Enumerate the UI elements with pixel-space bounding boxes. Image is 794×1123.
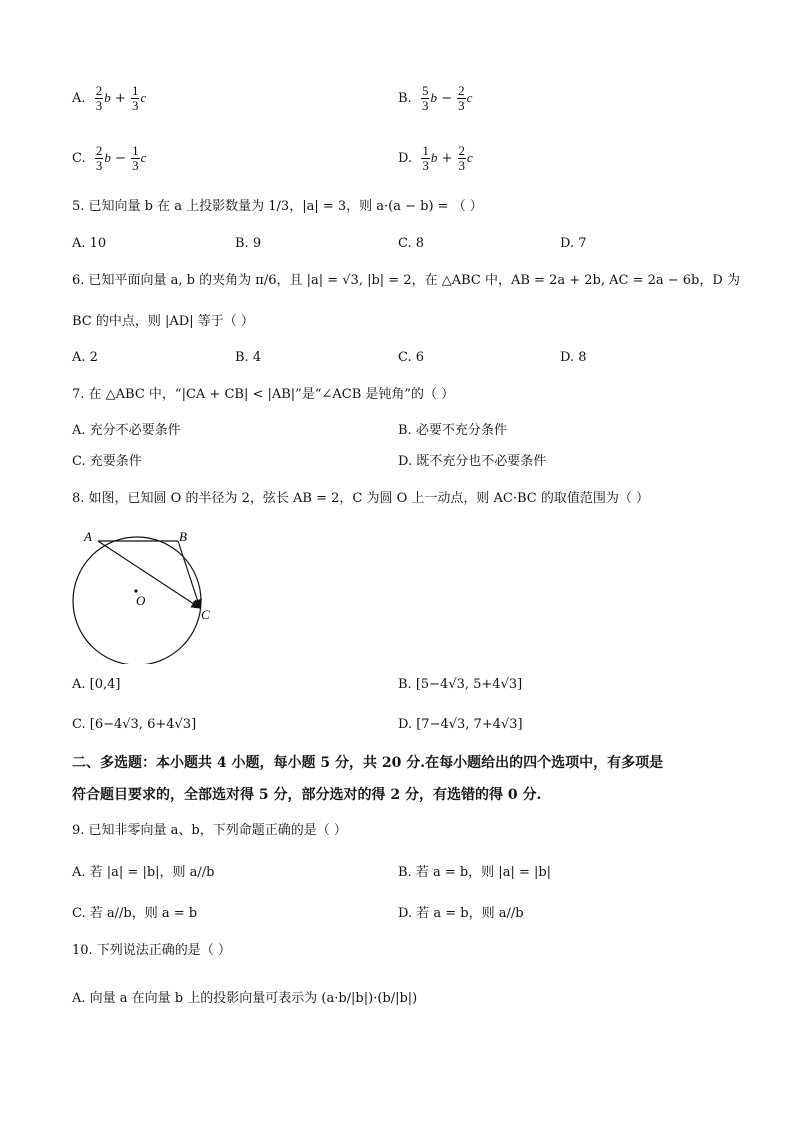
q9-option-c[interactable]: C. 若 a//b，则 a = b: [72, 906, 198, 921]
q4-option-a[interactable]: A. $\frac{2}{3}$ b + $\frac{1}{3}$ c: [72, 83, 147, 113]
q9-stem: 9. 已知非零向量 a、b，下列命题正确的是（ ）: [72, 823, 347, 838]
q7-stem: 7. 在 △ABC 中，“|CA + CB| < |AB|”是“∠ACB 是钝角”的（ ）: [72, 387, 455, 402]
circle-figure: [66, 524, 226, 664]
q6-stem-line2: BC 的中点，则 |AD| 等于（ ）: [72, 314, 254, 329]
q4-option-b[interactable]: B. $\frac{5}{3}$ b − $\frac{2}{3}$ c: [398, 83, 473, 113]
label-o: O: [136, 593, 146, 608]
q5-stem: 5. 已知向量 b 在 a 上投影数量为 1/3，|a| = 3，则 a·(a − b) = （ ）: [72, 199, 483, 214]
q7-option-d[interactable]: D. 既不充分也不必要条件: [398, 454, 547, 469]
q6-option-a[interactable]: A. 2: [72, 350, 98, 365]
q6-option-d[interactable]: D. 8: [560, 350, 587, 365]
q9-option-d[interactable]: D. 若 a = b，则 a//b: [398, 906, 524, 921]
q7-option-a[interactable]: A. 充分不必要条件: [72, 423, 181, 438]
q8-stem: 8. 如图，已知圆 O 的半径为 2，弦长 AB = 2，C 为圆 O 上一动点，则 AC·BC 的取值范围为（ ）: [72, 491, 649, 506]
section2-heading-line1: 二、多选题：本小题共 4 小题，每小题 5 分，共 20 分.在每小题给出的四个选项中，有多项是: [72, 755, 664, 771]
q4-option-d[interactable]: D. $\frac{1}{3}$ b + $\frac{2}{3}$ c: [398, 143, 473, 173]
q10-option-a[interactable]: A. 向量 a 在向量 b 上的投影向量可表示为 (a·b/|b|)·(b/|b|): [72, 991, 418, 1006]
label-b: B: [179, 529, 187, 544]
q8-option-d[interactable]: D. [7−4√3, 7+4√3]: [398, 717, 523, 732]
q6-option-c[interactable]: C. 6: [398, 350, 425, 365]
label-a: A: [84, 529, 92, 544]
q4-b-expr: [455, 92, 462, 93]
q8-option-b[interactable]: B. [5−4√3, 5+4√3]: [398, 677, 523, 692]
q9-option-b[interactable]: B. 若 a = b，则 |a| = |b|: [398, 865, 552, 880]
q5-option-c[interactable]: C. 8: [398, 236, 425, 251]
q4-d-expr: [455, 152, 462, 153]
q5-option-a[interactable]: A. 10: [72, 236, 107, 251]
q5-option-b[interactable]: B. 9: [235, 236, 262, 251]
q5-option-d[interactable]: D. 7: [560, 236, 587, 251]
q4-c-expr: [130, 152, 137, 153]
label-c: C: [201, 607, 210, 622]
q9-option-a[interactable]: A. 若 |a| = |b|，则 a//b: [72, 865, 215, 880]
q4-a-expr: [130, 92, 137, 93]
q10-stem: 10. 下列说法正确的是（ ）: [72, 943, 231, 958]
q6-option-b[interactable]: B. 4: [235, 350, 262, 365]
q8-option-a[interactable]: A. [0,4]: [72, 677, 121, 692]
segment-ac: [98, 541, 200, 608]
section2-heading-line2: 符合题目要求的，全部选对得 5 分，部分选对的得 2 分，有选错的得 0 分.: [72, 787, 542, 803]
q6-stem-line1: 6. 已知平面向量 a, b 的夹角为 π/6，且 |a| = √3, |b| = 2，在 △ABC 中，AB = 2a + 2b, AC = 2a − 6b，D 为: [72, 273, 740, 288]
q7-option-c[interactable]: C. 充要条件: [72, 454, 142, 469]
segment-bc: [178, 541, 200, 608]
q8-option-c[interactable]: C. [6−4√3, 6+4√3]: [72, 717, 197, 732]
q7-option-b[interactable]: B. 必要不充分条件: [398, 423, 507, 438]
q4-option-c[interactable]: C. $\frac{2}{3}$ b − $\frac{1}{3}$ c: [72, 143, 147, 173]
